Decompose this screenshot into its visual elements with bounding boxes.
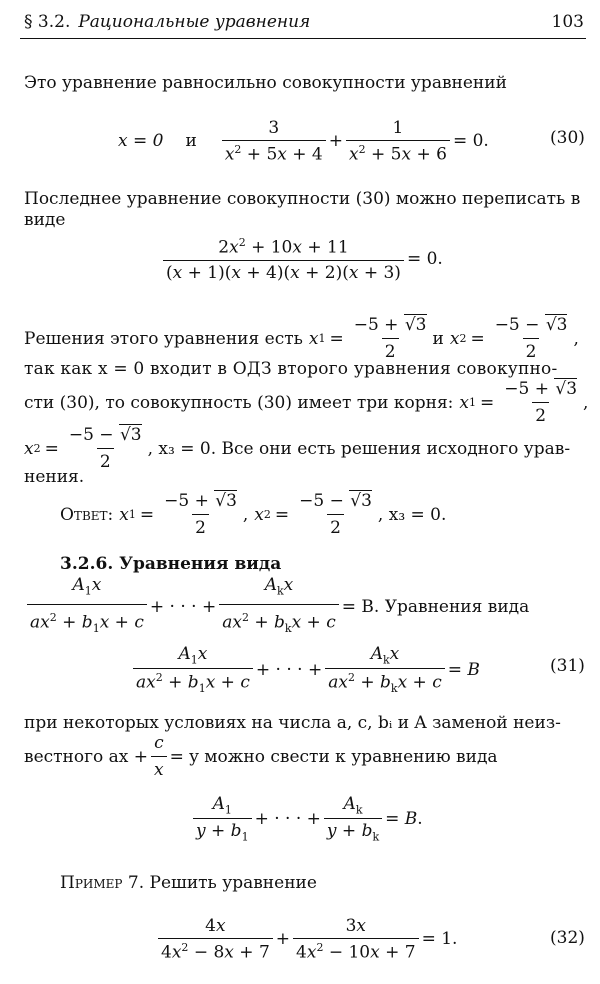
paragraph-2-line-2: виде (24, 210, 66, 230)
section-number: § 3.2. (24, 12, 71, 32)
answer-line: Ответ: x 1 = $\frac{-5 + √3}{2}$ , x 2 = $\frac{-5 - √3}{2}$ , x₃ = 0. (60, 491, 447, 538)
example-line (60, 872, 317, 894)
paragraph-4-line-2 (24, 732, 498, 781)
paragraph-3-line-1: Решения этого уравнения есть x 1 = $\frac{-5 + √3}{2}$ и x 2 = $\frac{-5 - √3}{2}$ , (24, 315, 579, 362)
fraction: $\frac{3}{x^2 + 5x + 4}$ (222, 118, 326, 165)
paragraph-3-line-5: нения. (24, 467, 85, 487)
p4-line2-head: вестного ax + (24, 746, 149, 767)
paragraph-3-line-2: так как x = 0 входит в ОДЗ второго уравнения совокупно- (24, 359, 558, 379)
fraction: $\frac{A_1x}{ax^2 + b_1x + c}$ (27, 574, 147, 640)
equation-32: $\frac{4x}{4x^2 - 8x + 7}$ + $\frac{3x}{4x^2 - 10x + 7}$ = 1. (155, 916, 457, 963)
p4-line2-tail: = y можно свести к уравнению вида (169, 746, 498, 767)
fraction: $\frac{c}{x}$ (151, 732, 167, 781)
fraction: $\frac{3x}{4x^2 - 10x + 7}$ (293, 916, 419, 963)
equation-label-31: (31) (550, 656, 585, 676)
answer-tail: , x₃ = 0. (377, 504, 447, 525)
eq30-and: и (185, 131, 197, 152)
paragraph-3-line-4: x 2 = $\frac{-5 - √3}{2}$ , x₃ = 0. Все они есть решения исходного урав- (24, 425, 571, 472)
subsection-heading-tail: = B. Уравнения вида (341, 597, 530, 618)
p3-line4-tail: , x₃ = 0. Все они есть решения исходного урав- (147, 438, 571, 459)
fraction: $\frac{1}{x^2 + 5x + 6}$ (346, 118, 450, 165)
answer-label: Ответ: (60, 504, 114, 525)
eq30-x-zero: x = 0 (118, 131, 164, 152)
equation-label-32: (32) (550, 928, 585, 948)
fraction: $\frac{-5 - √3}{2}$ (68, 425, 142, 472)
section-title: Рациональные уравнения (78, 12, 311, 32)
fraction: $\frac{A_kx}{ax^2 + b_kx + c}$ (325, 644, 445, 695)
page-header (20, 10, 586, 39)
page-number: 103 (551, 12, 584, 32)
equation-label-30: (30) (550, 128, 585, 148)
fraction: $\frac{A_k}{y + b_k}$ (324, 794, 382, 844)
fraction: $\frac{2x^2 + 10x + 11}{(x + 1)(x + 4)(x + 2)(x + 3)}$ (163, 236, 404, 283)
equation-combined: $\frac{2x^2 + 10x + 11}{(x + 1)(x + 4)(x + 2)(x + 3)}$ = 0. (160, 236, 443, 283)
paragraph-2-line-1: Последнее уравнение совокупности (30) можно переписать в (24, 189, 581, 209)
fraction: $\frac{A_kx}{ax^2 + b_kx + c}$ (219, 574, 339, 640)
p3-intro: Решения этого уравнения есть (24, 328, 303, 349)
fraction: $\frac{4x}{4x^2 - 8x + 7}$ (158, 916, 273, 963)
fraction: $\frac{-5 + √3}{2}$ (164, 491, 237, 538)
equation-31: $\frac{A_1x}{ax^2 + b_1x + c}$ + · · · + $\frac{A_kx}{ax^2 + b_kx + c}$ = B (130, 644, 480, 695)
running-head (24, 12, 310, 32)
example-label: Пример 7. (60, 873, 145, 893)
subsection-heading-formula: $\frac{A_1x}{ax^2 + b_1x + c}$ + · · · + $\frac{A_kx}{ax^2 + b_kx + c}$ = B. Уравнения вида (24, 574, 529, 640)
paragraph-3-line-3: сти (30), то совокупность (30) имеет три корня: x 1 = $\frac{-5 + √3}{2}$ , (24, 379, 589, 426)
fraction: $\frac{-5 + √3}{2}$ (504, 379, 578, 426)
fraction: $\frac{-5 - √3}{2}$ (299, 491, 372, 538)
fraction: $\frac{A_1x}{ax^2 + b_1x + c}$ (133, 644, 253, 695)
equation-reduced: $\frac{A_1}{y + b_1}$ + · · · + $\frac{A_k}{y + b_k}$ = B. (190, 794, 423, 844)
fraction: $\frac{A_1}{y + b_1}$ (193, 794, 252, 844)
fraction: $\frac{-5 - √3}{2}$ (494, 315, 568, 362)
example-text: Решить уравнение (149, 873, 317, 893)
p3-and: и (432, 328, 444, 349)
p3-line3-text: сти (30), то совокупность (30) имеет три корня: (24, 392, 454, 413)
equation-30: x = 0 и $\frac{3}{x^2 + 5x + 4}$ + $\frac{1}{x^2 + 5x + 6}$ = 0. (118, 118, 489, 165)
paragraph-4-line-1: при некоторых условиях на числа a, c, bᵢ и A заменой неиз- (24, 713, 561, 733)
paragraph-1: Это уравнение равносильно совокупности уравнений (24, 73, 507, 93)
fraction: $\frac{-5 + √3}{2}$ (353, 315, 427, 362)
subsection-heading: 3.2.6. Уравнения вида (60, 554, 282, 574)
